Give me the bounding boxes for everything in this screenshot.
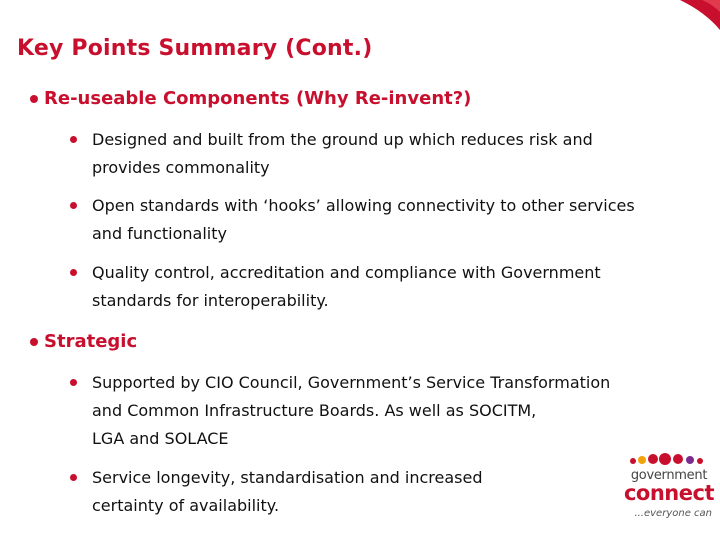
bullet-icon bbox=[70, 474, 77, 481]
bullet-line: Service longevity, standardisation and increased bbox=[92, 468, 483, 487]
bullet-icon bbox=[70, 269, 77, 276]
government-connect-logo bbox=[622, 452, 716, 528]
bullet-icon bbox=[70, 136, 77, 143]
list-item bbox=[70, 369, 710, 453]
logo-tagline: ...everyone can bbox=[634, 508, 712, 519]
bullet-line: standards for interoperability. bbox=[92, 291, 329, 310]
slide-title: Key Points Summary (Cont.) bbox=[17, 36, 373, 61]
bullet-line: LGA and SOLACE bbox=[92, 429, 229, 448]
bullet-line: Quality control, accreditation and compliance with Government bbox=[92, 263, 601, 282]
list-item bbox=[70, 259, 710, 315]
bullet-line: certainty of availability. bbox=[92, 496, 280, 515]
logo-dots-icon bbox=[628, 452, 712, 466]
list-item bbox=[70, 192, 710, 248]
section-heading-text: Re-useable Components (Why Re-invent?) bbox=[44, 88, 472, 109]
bullet-icon bbox=[70, 202, 77, 209]
bullet-line: and Common Infrastructure Boards. As well as SOCITM, bbox=[92, 401, 537, 420]
logo-word-connect: connect bbox=[623, 481, 714, 505]
bullet-line: provides commonality bbox=[92, 158, 270, 177]
bullet-icon bbox=[30, 338, 38, 346]
section-heading-reuseable bbox=[30, 88, 471, 109]
list-item bbox=[70, 126, 710, 182]
bullet-line: Supported by CIO Council, Government’s Service Transformation bbox=[92, 373, 611, 392]
bullet-icon bbox=[70, 379, 77, 386]
bullet-line: and functionality bbox=[92, 224, 227, 243]
logo-word-government: government bbox=[630, 468, 708, 483]
bullet-icon bbox=[30, 95, 38, 103]
bullet-line: Designed and built from the ground up which reduces risk and bbox=[92, 130, 593, 149]
corner-decoration bbox=[660, 0, 720, 40]
section-heading-strategic bbox=[30, 331, 137, 352]
section-heading-text: Strategic bbox=[44, 331, 138, 352]
bullet-line: Open standards with ‘hooks’ allowing connectivity to other services bbox=[92, 196, 635, 215]
list-item bbox=[70, 464, 590, 520]
